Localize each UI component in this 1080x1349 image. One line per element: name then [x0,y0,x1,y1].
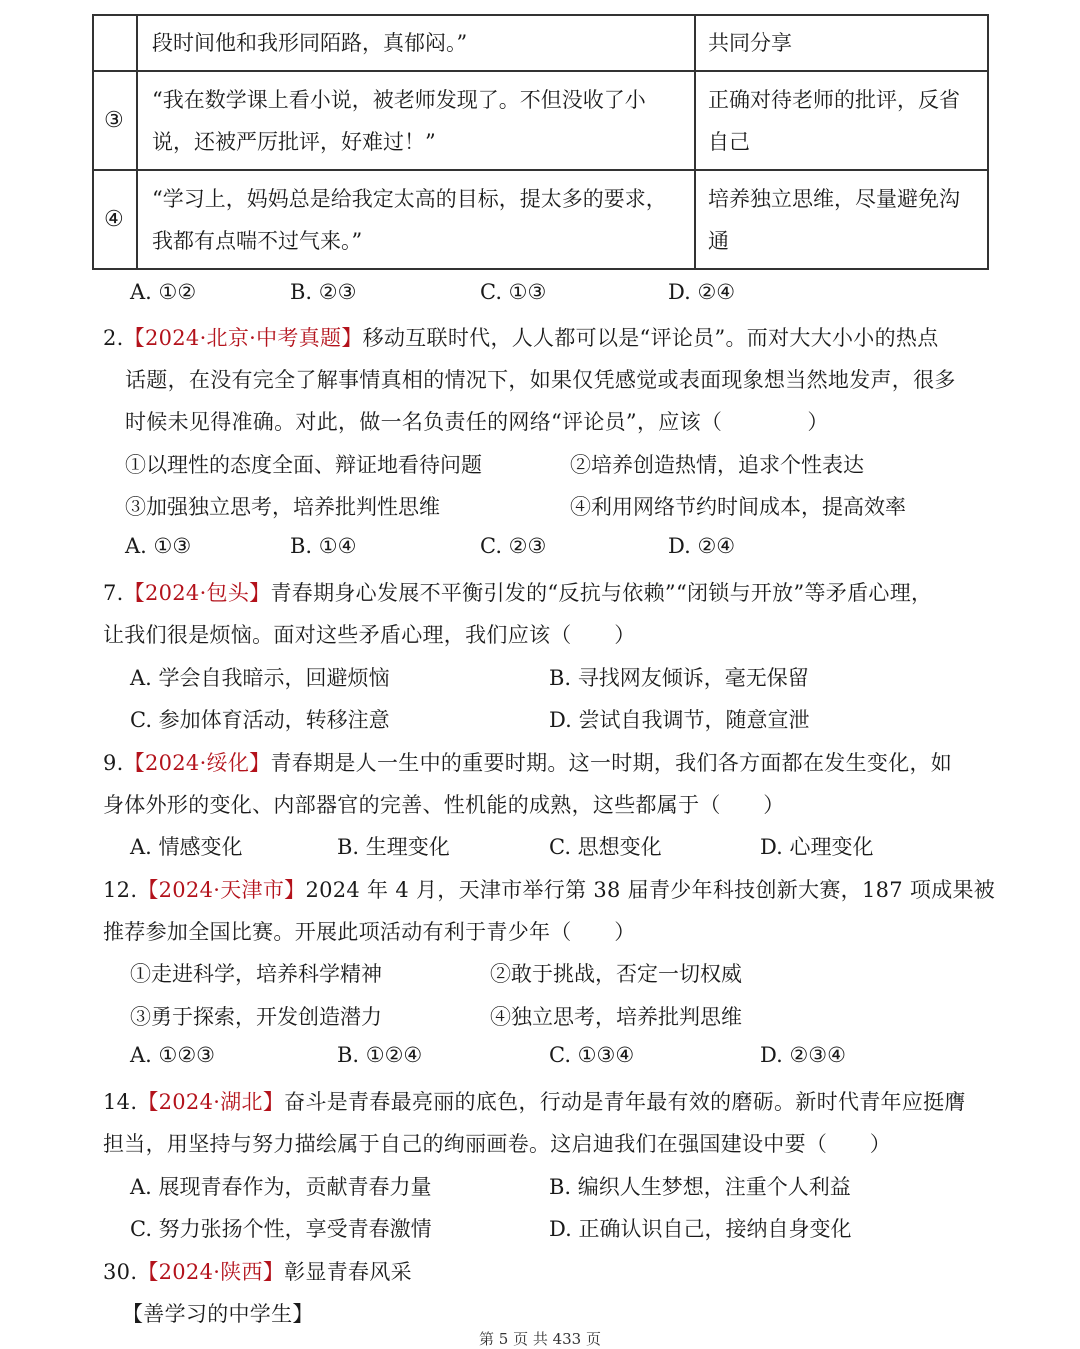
row-quote [137,71,695,170]
page-footer: 第 5 页 共 433 页 [478,1330,601,1348]
advice-line: 培养独立思维，尽量避免沟 [708,186,960,211]
q9-line-2: 身体外形的变化、内部器官的完善、性机能的成熟，这些都属于（ ） [103,793,785,817]
question-number: 12. [103,878,138,902]
source-tag: 【2024·陕西】 [137,1260,285,1284]
table-row [93,15,988,71]
q2-item-2: ②培养创造热情，追求个性表达 [570,453,864,477]
q2-line-2: 话题，在没有完全了解事情真相的情况下，如果仅凭感觉或表面现象想当然地发声，很多 [125,368,956,392]
row-advice: 共同分享 [695,15,988,71]
q9-option-b: B. 生理变化 [337,835,450,859]
q12-option-b: B. ①②④ [337,1043,423,1067]
question-number: 7. [103,581,124,605]
q1-option-a: A. ①② [130,280,197,304]
q2-item-4: ④利用网络节约时间成本，提高效率 [570,495,906,519]
q30-line-1 [103,1256,412,1286]
q2-item-3: ③加强独立思考，培养批判性思维 [125,495,440,519]
q9-line-1 [103,747,952,777]
q1-option-d: D. ②④ [668,280,736,304]
q14-line-1 [103,1086,966,1116]
question-text: 移动互联时代，人人都可以是“评论员”。而对大大小小的热点 [362,326,939,350]
q7-line-1 [103,577,932,607]
question-text: 奋斗是青春最亮丽的底色，行动是青年最有效的磨砺。新时代青年应挺膺 [284,1090,966,1114]
question-text: 青春期身心发展不平衡引发的“反抗与依赖”“闭锁与开放”等矛盾心理， [270,581,933,605]
scenario-table [92,14,989,270]
q30-subheading: 【善学习的中学生】 [122,1302,314,1326]
quote-line: 我都有点喘不过气来。” [152,228,363,253]
q7-option-d: D. 尝试自我调节，随意宣泄 [549,708,810,732]
row-number: ④ [93,170,137,269]
q12-option-a: A. ①②③ [130,1043,215,1067]
q7-line-2: 让我们很是烦恼。面对这些矛盾心理，我们应该（ ） [103,623,636,647]
q2-option-b: B. ①④ [290,534,357,558]
q2-option-c: C. ②③ [480,534,547,558]
source-tag: 【2024·北京·中考真题】 [123,326,363,350]
q2-option-d: D. ②④ [668,534,736,558]
q7-option-a: A. 学会自我暗示，回避烦恼 [130,666,390,690]
row-quote [137,170,695,269]
q2-item-1: ①以理性的态度全面、辩证地看待问题 [125,453,482,477]
advice-line: 正确对待老师的批评，反省 [708,87,960,112]
q1-option-b: B. ②③ [290,280,357,304]
row-number: ③ [93,71,137,170]
advice-line: 自己 [708,129,750,154]
q7-option-c: C. 参加体育活动，转移注意 [130,708,390,732]
q2-line-1 [103,322,939,352]
q12-item-3: ③勇于探索，开发创造潜力 [130,1005,382,1029]
question-text: 2024 年 4 月，天津市举行第 38 届青少年科技创新大赛，187 项成果被 [305,878,996,902]
row-quote: 段时间他和我形同陌路，真郁闷。” [137,15,695,71]
question-text: 彰显青春风采 [284,1260,412,1284]
source-tag: 【2024·包头】 [123,581,271,605]
table-row [93,71,988,170]
q14-option-c: C. 努力张扬个性，享受青春激情 [130,1217,432,1241]
question-number: 30. [103,1260,138,1284]
quote-line: 说，还被严厉批评，好难过！” [152,129,436,154]
q12-item-2: ②敢于挑战，否定一切权威 [490,962,742,986]
quote-line: “我在数学课上看小说，被老师发现了。不但没收了小 [152,87,646,112]
q9-option-c: C. 思想变化 [549,835,662,859]
source-tag: 【2024·天津市】 [137,878,306,902]
q12-item-4: ④独立思考，培养批判思维 [490,1005,742,1029]
q2-line-3: 时候未见得准确。对此，做一名负责任的网络“评论员”，应该（ ） [125,410,829,434]
table-row [93,170,988,269]
q9-option-d: D. 心理变化 [760,835,874,859]
q12-line-2: 推荐参加全国比赛。开展此项活动有利于青少年（ ） [103,920,636,944]
source-tag: 【2024·绥化】 [123,751,271,775]
row-advice [695,71,988,170]
q14-option-d: D. 正确认识自己，接纳自身变化 [549,1217,852,1241]
question-number: 2. [103,326,124,350]
quote-line: “学习上，妈妈总是给我定太高的目标，提太多的要求， [152,186,667,211]
question-text: 青春期是人一生中的重要时期。这一时期，我们各方面都在发生变化，如 [270,751,953,775]
question-number: 9. [103,751,124,775]
q7-option-b: B. 寻找网友倾诉，毫无保留 [549,666,809,690]
q1-option-c: C. ①③ [480,280,547,304]
q2-option-a: A. ①③ [125,534,192,558]
question-number: 14. [103,1090,138,1114]
q14-option-a: A. 展现青春作为，贡献青春力量 [130,1175,432,1199]
q9-option-a: A. 情感变化 [130,835,243,859]
advice-line: 通 [708,228,729,253]
q14-line-2: 担当，用坚持与努力描绘属于自己的绚丽画卷。这启迪我们在强国建设中要（ ） [103,1132,892,1156]
q12-item-1: ①走进科学，培养科学精神 [130,962,382,986]
q12-line-1 [103,874,995,904]
q12-option-d: D. ②③④ [760,1043,846,1067]
row-number [93,15,137,71]
q14-option-b: B. 编织人生梦想，注重个人利益 [549,1175,851,1199]
source-tag: 【2024·湖北】 [137,1090,285,1114]
q12-option-c: C. ①③④ [549,1043,635,1067]
row-advice [695,170,988,269]
